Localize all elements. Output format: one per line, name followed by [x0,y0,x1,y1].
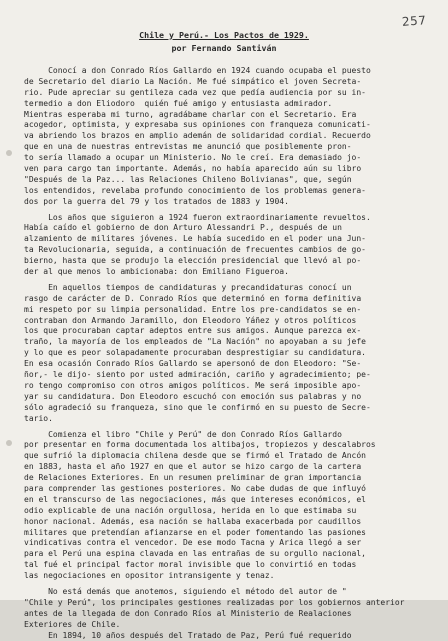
text-line: por presentar en forma documentada los altibajos, tropiezos y descalabros [24,440,376,450]
text-line: Había caído el gobierno de don Arturo Alessandri P., después de un [24,223,342,233]
paragraph [24,430,429,582]
text-line: y lo que es peor solapadamente procuraban desprestigiar su candidatura. [24,348,366,358]
text-line: En esa ocasión Conrado Ríos Gallardo se apersonó de don Eleodoro: "Se- [24,359,362,369]
text-line: contraban don Armando Jaramillo, don Eleodoro Yáñez y otros políticos [24,315,357,325]
handwritten-page-number: 257 [401,13,427,29]
text-line: der al que menos lo ambicionaba: don Emiliano Figueroa. [24,267,289,277]
text-line: "Chile y Perú", los principales gestiones realizadas por los gobiernos anterior [24,597,405,607]
paragraph [24,587,429,641]
paragraph [24,66,429,208]
text-line: las negociaciones en opositor intransigente y tenaz. [24,571,275,581]
text-line: antes de la llegada de don Conrado Ríos al Ministerio de Realaciones [24,608,352,618]
text-line: para comprender las gestiones posteriores. No cabe dudas de que influyó [24,483,366,493]
text-line: Los años que siguieron a 1924 fueron extraordinariamente revueltos. [24,212,371,222]
text-line: mi respeto por su limpia personalidad. Entre los pre-candidatos se en- [24,304,362,314]
punch-hole [6,440,12,446]
text-line: ro tengo compromiso con otros amigos políticos. Me será imposible apo- [24,380,362,390]
text-line: los entendidos, revelaba profundo conocimiento de los problemas genera- [24,185,366,195]
text-line: ñor,- le dijo- siento por usted admiración, cariño y agradecimiento; pe- [24,370,371,380]
text-line: rasgo de carácter de D. Conrado Ríos que determinó en forma definitiva [24,293,362,303]
text-line: va abriendo los brazos en amplio ademán de solidaridad cordial. Recuerdo [24,131,371,141]
document-author: por Fernando Santiván [171,43,277,53]
document-body [24,66,429,641]
text-line: sólo agradeció su franqueza, sino que le confirmó en su puesto de Secre- [24,402,371,412]
document-title: Chile y Perú.- Los Pactos de 1929. [139,30,309,40]
paragraph [24,283,429,425]
text-line: rio. Pude apreciar su gentileza cada vez que pedía audiencia por su in- [24,87,366,97]
text-line: los que procuraban captar adeptos entre sus amigos. Aunque parezca ex- [24,326,362,336]
text-line: Conocí a don Conrado Ríos Gallardo en 1924 cuando ocupaba el puesto [24,66,371,75]
text-line: Exteriores de Chile. [24,619,121,629]
text-line: No está demás que anotemos, siguiendo el método del autor de " [24,586,347,596]
text-line: ven para cargo tan importante. Además, no había aparecido aún su libro [24,164,362,174]
text-line: ta Revolucionaria, seguida, a continuación de frecuentes cambios de go- [24,245,366,255]
text-line: dos por la guerra del 79 y los tratados de 1883 y 1904. [24,196,289,206]
text-line: En aquellos tiempos de candidaturas y precandidaturas conocí un [24,282,352,292]
text-line: acogedor, optimista, y expresaba sus opiniones con franqueza comunicati- [24,120,371,130]
text-line: militares que pretendían afianzarse en el poder fomentando las pasiones [24,527,366,537]
text-line: Comienza el libro "Chile y Perú" de don Conrado Ríos Gallardo [24,429,342,439]
text-line: Mientras esperaba mi turno, agradábame charlar con el Secretario. Era [24,109,357,119]
punch-hole [6,150,12,156]
text-line: odio explicable de una nación orgullosa, herida en lo que estimaba su [24,505,357,515]
paragraph [24,213,429,278]
text-line: tal fué el principal factor moral invisible que lo convirtió en todas [24,560,357,570]
text-line: para el Perú una espina clavada en las entrañas de su orgullo nacional, [24,549,366,559]
text-line: honor nacional. Además, esa nación se hallaba exacerbada por caudillos [24,516,362,526]
text-line: en el transcurso de las negociaciones, más que intereses económicos, el [24,494,366,504]
text-line: que en una de nuestras entrevistas me anunció que posiblemente pron- [24,142,352,152]
text-line: de Relaciones Exteriores. En un resumen preliminar de gran importancia [24,473,362,483]
text-line: en 1883, hasta el año 1927 en que el autor se hizo cargo de la cartera [24,462,362,472]
text-line: bierno, hasta que se produjo la elección presidencial que llevó al po- [24,256,362,266]
text-line: yar su candidatura. Don Eleodoro escuchó con emoción sus palabras y no [24,391,362,401]
text-line: tario. [24,413,53,423]
text-line: de Secretario del diario La Nación. Me fué simpático el joven Secreta- [24,76,362,86]
text-line: "Después de la Paz... las Relaciones Chileno Bolivianas", que, según [24,174,352,184]
text-line: que sufrió la diplomacia chilena desde que se firmó el Tratado de Ancón [24,451,366,461]
text-line: termedio a don Eliodoro quién fué amigo y entusiasta admirador. [24,98,333,108]
text-line: traño, la mayoría de los empleados de "La Nación" no apoyaban a su jefe [24,337,366,347]
text-line: to sería llamado a ocupar un Ministerio. No le creí. Era demasiado jo- [24,153,362,163]
text-line: vindicativas contra el vencedor. De ese modo Tacna y Arica llegó a ser [24,538,362,548]
text-line: alzamiento de militares jóvenes. Le había sucedido en el poder una Jun- [24,234,366,244]
text-line: En 1894, 10 años después del Tratado de Paz, Perú fué requerido [24,630,352,640]
